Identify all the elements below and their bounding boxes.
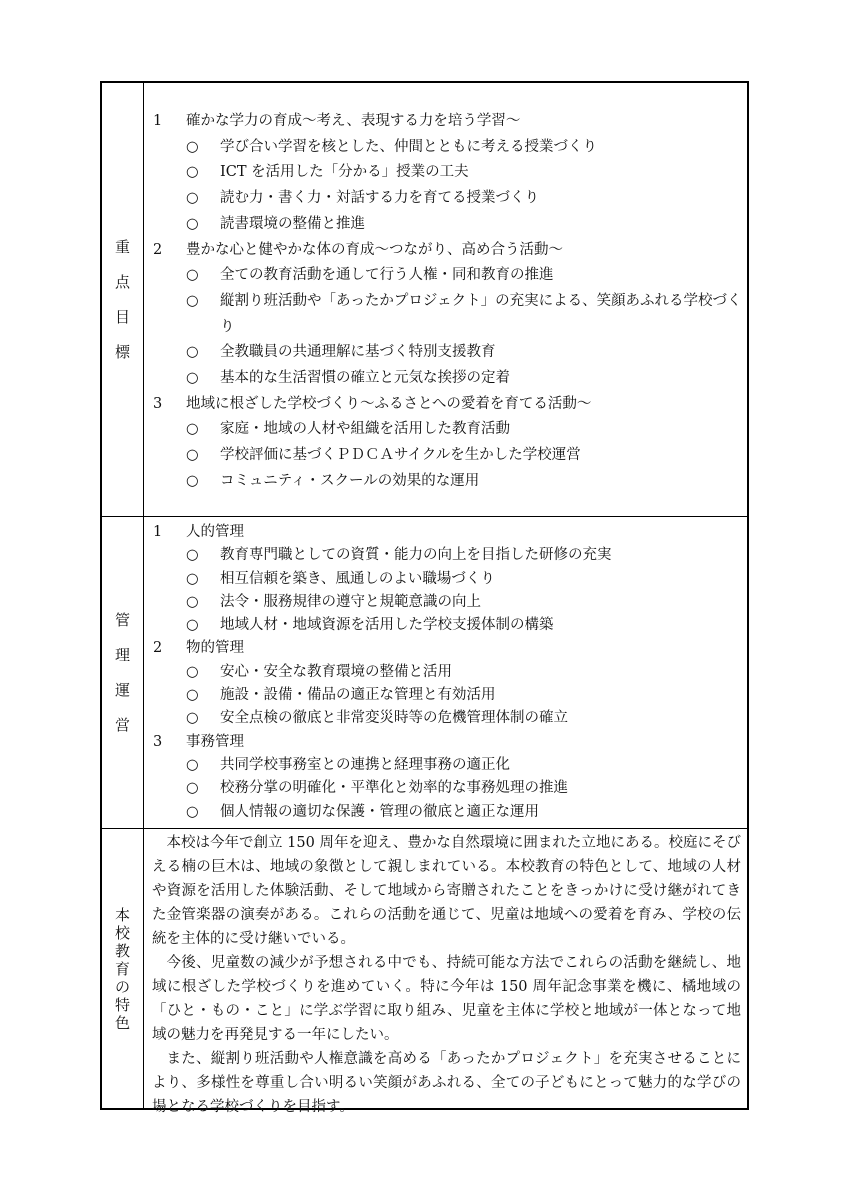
section-heading: 1 確かな学力の育成～考え、表現する力を培う学習～ [153, 113, 521, 129]
list-item: ○ 読書環境の整備と推進 [186, 215, 365, 232]
management-row [102, 516, 747, 828]
list-item: ○ 基本的な生活習慣の確立と元気な挨拶の定着 [186, 370, 510, 386]
management-section-2 [144, 637, 747, 730]
list-item: ○ 家庭・地域の人材や組織を活用した教育活動 [186, 421, 510, 438]
list-item: ○ 読む力・書く力・対話する力を育てる授業づくり [186, 190, 539, 207]
list-item: ○ ICT を活用した「分かる」授業の工夫 [186, 164, 469, 181]
section-heading: 3 事務管理 [153, 733, 244, 750]
list-item: ○ 全教職員の共通理解に基づく特別支援教育 [186, 344, 496, 361]
section-heading: 3 地域に根ざした学校づくり～ふるさとへの愛着を育てる活動～ [153, 395, 592, 412]
list-item: ○ 教育専門職としての資質・能力の向上を目指した研修の充実 [186, 547, 612, 564]
list-item: ○ 法令・服務規律の遵守と規範意識の向上 [186, 593, 481, 610]
goals-section-3 [144, 392, 747, 495]
list-item: ○ 学び合い学習を核とした、仲間とともに考える授業づくり [186, 138, 597, 155]
management-label: 管 理 運 営 [114, 610, 130, 734]
features-row [102, 828, 747, 1115]
features-label: 本 校 教 育 の 特 色 [114, 905, 130, 1032]
list-item: ○ 相互信頼を築き、風通しのよい職場づくり [186, 570, 495, 587]
list-item: ○ 安全点検の徹底と非常変災時等の危機管理体制の確立 [186, 710, 568, 727]
list-item: ○ 安心・安全な教育環境の整備と活用 [186, 663, 452, 680]
management-content [144, 517, 747, 828]
paragraph: 今後、児童数の減少が予想される中でも、持続可能な方法でこれらの活動を継続し、地域に根ざした学校づくりを進めていく。特に今年は 150 周年記念事業を機に、橘地域の「ひと・もの・こと」に学ぶ学習に取り組み、児童を主体に学校と地域が一体となって地域の魅力を再発見する一年にしたい。 [152, 955, 741, 1043]
list-item: ○ 地域人材・地域資源を活用した学校支援体制の構築 [186, 617, 554, 634]
list-item: ○ 共同学校事務室との連携と経理事務の適正化 [186, 756, 510, 773]
features-text [144, 831, 747, 1119]
management-label-cell [102, 517, 144, 828]
goals-content [144, 83, 747, 516]
list-item: ○ コミュニティ・スクールの効果的な運用 [186, 472, 480, 489]
goals-section-2 [144, 238, 747, 392]
list-item: ○ 施設・設備・備品の適正な管理と有効活用 [186, 687, 496, 704]
list-item: ○ 個人情報の適切な保護・管理の徹底と適正な運用 [186, 803, 539, 820]
paragraph: 本校は今年で創立 150 周年を迎え、豊かな自然環境に囲まれた立地にある。校庭にそびえる楠の巨木は、地域の象徴として親しまれている。本校教育の特色として、地域の人材や資源を活用した体験活動、そして地域から寄贈されたことをきっかけに受け継がれてきた金管楽器の演奏がある。これらの活動を通じて、児童は地域への愛着を育み、学校の伝統を主体的に受け継いでいる。 [152, 835, 741, 947]
management-section-3 [144, 731, 747, 824]
school-plan-table [100, 81, 749, 1115]
goals-section-1 [144, 109, 747, 238]
goals-row [102, 83, 747, 516]
features-content [144, 829, 747, 1115]
list-item: ○ 学校評価に基づくＰＤＣＡサイクルを生かした学校運営 [186, 447, 581, 464]
goals-label-cell [102, 83, 144, 516]
features-label-cell [102, 829, 144, 1108]
list-item: ○ 全ての教育活動を通して行う人権・同和教育の推進 [186, 267, 554, 284]
management-section-1 [144, 521, 747, 637]
goals-label: 重 点 目 標 [114, 237, 130, 361]
section-heading: 1 人的管理 [153, 524, 244, 540]
section-heading: 2 豊かな心と健やかな体の育成～つながり、高め合う活動～ [153, 241, 563, 258]
list-item: ○ 縦割り班活動や「あったかプロジェクト」の充実による、笑顔あふれる学校づくり [186, 292, 742, 335]
section-heading: 2 物的管理 [153, 640, 244, 657]
list-item: ○ 校務分掌の明確化・平準化と効率的な事務処理の推進 [186, 780, 568, 797]
paragraph: また、縦割り班活動や人権意識を高める「あったかプロジェクト」を充実させることにより、多様性を尊重し合い明るい笑顔があふれる、全ての子どもにとって魅力的な学びの場となる学校づくりを目指す。 [152, 1051, 741, 1115]
